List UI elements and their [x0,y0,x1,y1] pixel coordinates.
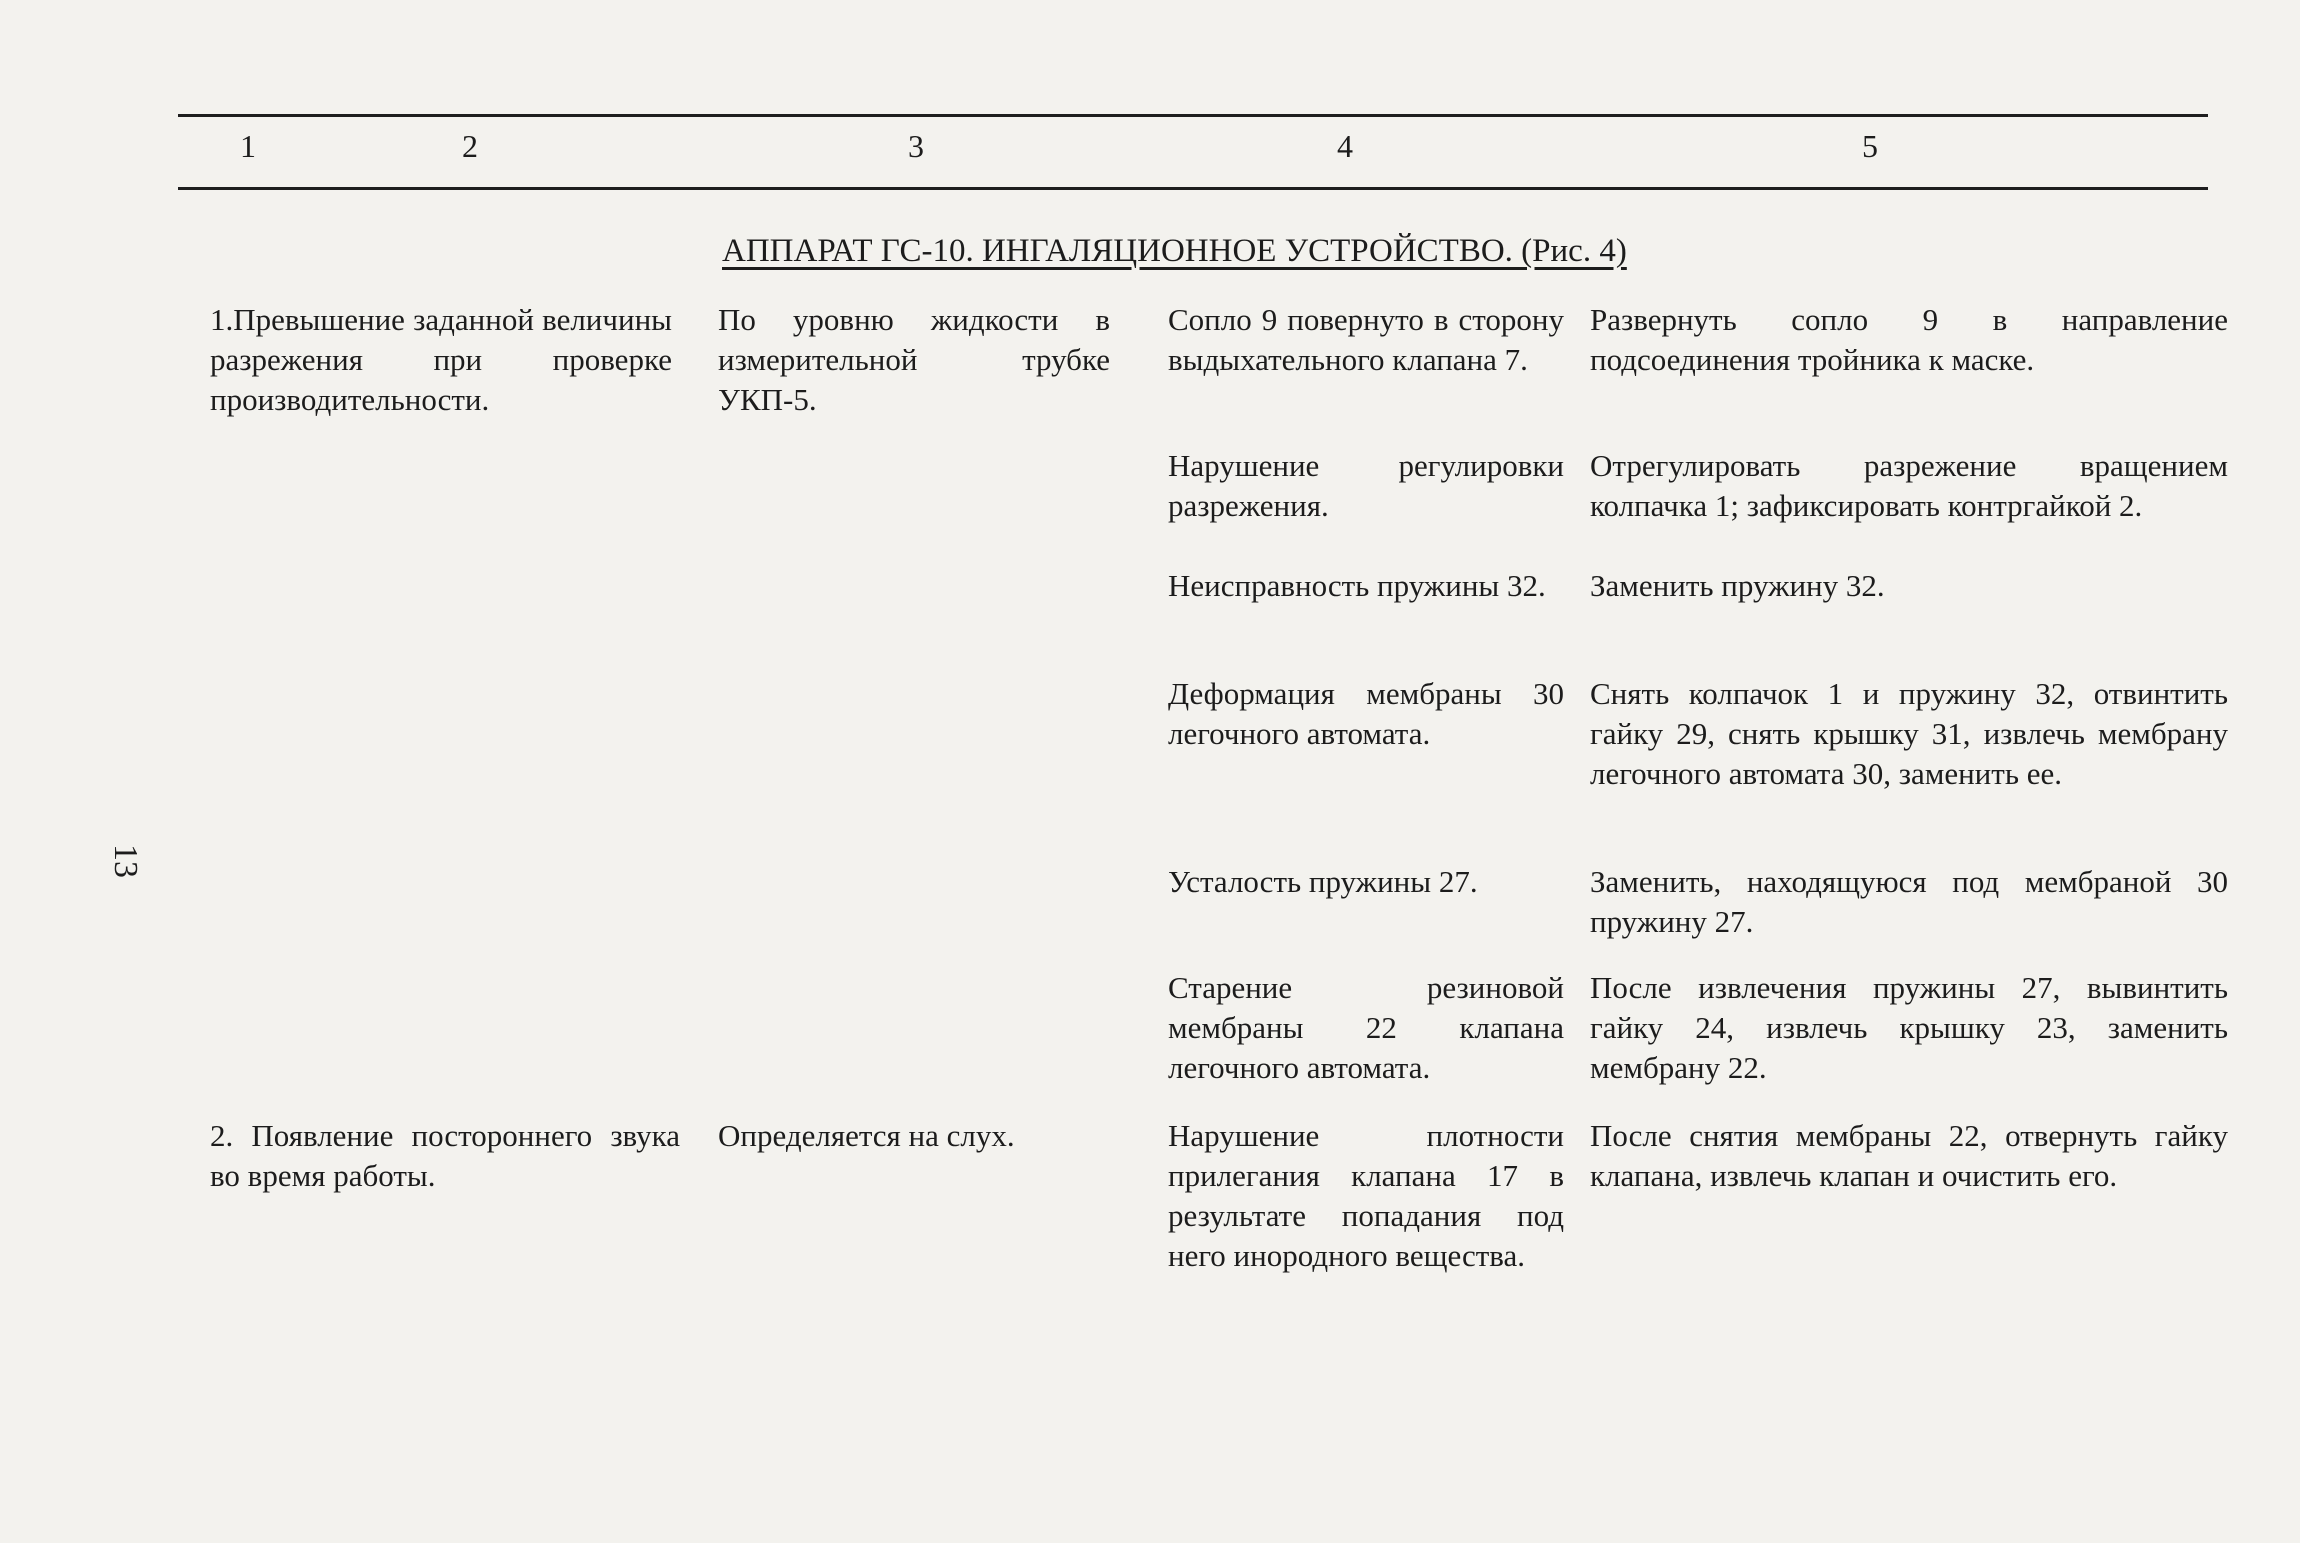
section-title: АППАРАТ ГС-10. ИНГАЛЯЦИОННОЕ УСТРОЙСТВО. (Рис. 4) [722,233,1627,269]
column-number-5: 5 [1862,128,1878,164]
remedy-cell-2-1: После снятия мембраны 22, отвернуть гайку клапана, извлечь клапан и очистить его. [1590,1118,2228,1193]
remedy-cell-1-3: Заменить пружину 32. [1590,568,1885,603]
column-number-1: 1 [240,128,256,164]
fault-cell-2: 2. Появление постороннего звука во время работы. [210,1118,680,1193]
detection-cell-1: По уровню жидкости в измерительной трубке УКП-5. [718,302,1110,417]
remedy-cell-1-2: Отрегулировать разрежение вращением колпачка 1; зафиксировать контргайкой 2. [1590,448,2228,523]
cause-cell-1-6: Старение резиновой мембраны 22 клапана легочного автомата. [1168,970,1564,1085]
cause-cell-1-1: Сопло 9 повернуто в сторону выдыхательного клапана 7. [1168,302,1564,377]
detection-cell-2: Определяется на слух. [718,1118,1015,1153]
page-number: 13 [107,844,144,878]
remedy-cell-1-6: После извлечения пружины 27, вывинтить гайку 24, извлечь крышку 23, заменить мембрану 22. [1590,970,2228,1085]
column-number-4: 4 [1337,128,1353,164]
remedy-cell-1-1: Развернуть сопло 9 в направление подсоединения тройника к маске. [1590,302,2228,377]
table-top-rule [178,114,2208,117]
column-number-3: 3 [908,128,924,164]
table-header-rule [178,187,2208,190]
cause-cell-1-3: Неисправность пружины 32. [1168,568,1546,603]
remedy-cell-1-5: Заменить, находящуюся под мембраной 30 пружину 27. [1590,864,2228,939]
cause-cell-2-1: Нарушение плотности прилегания клапана 17 в результате попадания под него инородного вещества. [1168,1118,1564,1273]
cause-cell-1-5: Усталость пружины 27. [1168,864,1478,899]
cause-cell-1-2: Нарушение регулировки разрежения. [1168,448,1564,523]
fault-cell-1: 1.Превышение заданной величины разрежения при проверке производительности. [210,302,672,417]
remedy-cell-1-4: Снять колпачок 1 и пружину 32, отвинтить гайку 29, снять крышку 31, извлечь мембрану легочного автомата 30, заменить ее. [1590,676,2228,791]
column-number-2: 2 [462,128,478,164]
cause-cell-1-4: Деформация мембраны 30 легочного автомата. [1168,676,1564,751]
